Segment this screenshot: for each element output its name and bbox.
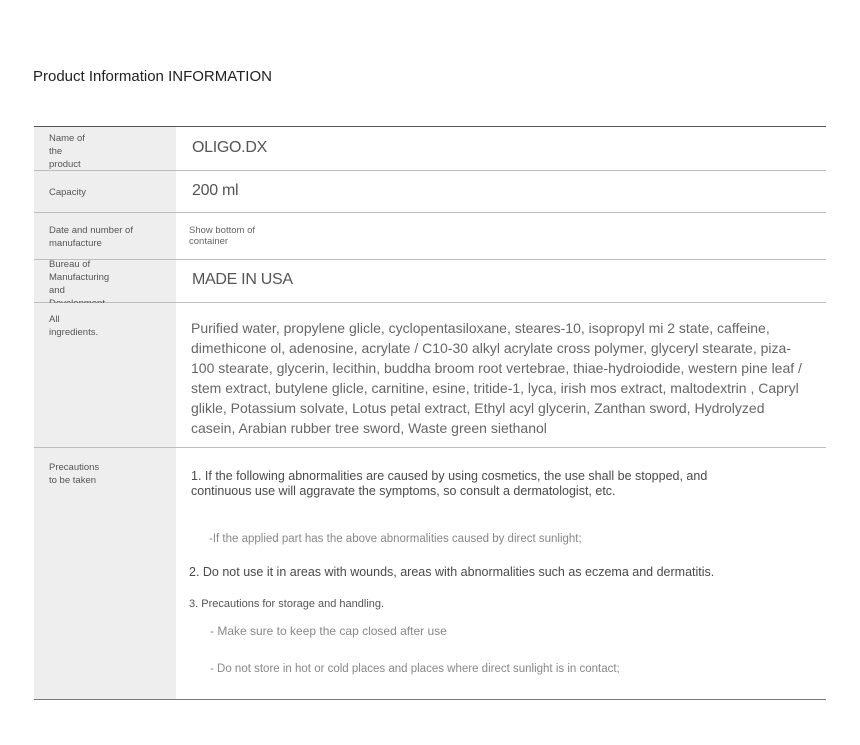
row-value [176,448,826,699]
precaution-item-2: 2. Do not use it in areas with wounds, areas with abnormalities such as eczema and dermatitis. [189,565,715,579]
precaution-item-3-sub-1: - Make sure to keep the cap closed after use [210,624,447,638]
row-label [34,127,176,170]
label-ingredients: All ingredients. [49,314,99,338]
precaution-item-1-sub: -If the applied part has the above abnormalities caused by direct sunlight; [209,533,582,545]
table-row-bureau [34,260,826,303]
row-value [176,171,826,212]
table-row-ingredients [34,303,826,448]
row-label [34,260,176,302]
label-date: Date and number of manufacture [49,225,133,249]
bureau-value: MADE IN USA [192,271,293,288]
row-label [34,303,176,447]
row-label [34,171,176,212]
row-label [34,448,176,699]
row-value [176,260,826,302]
product-name-value: OLIGO.DX [192,139,267,156]
table-row-capacity [34,171,826,213]
row-value [176,213,826,259]
table-row-precautions [34,448,826,699]
capacity-value: 200 ml [192,182,239,199]
row-value [176,127,826,170]
label-name: Name of the product [49,133,85,170]
row-label [34,213,176,259]
precaution-item-3-sub-2: - Do not store in hot or cold places and places where direct sunlight is in contact; [210,663,620,675]
date-value: Show bottom of container [189,225,256,247]
label-precautions: Precautions to be taken [49,462,100,486]
label-capacity: Capacity [49,187,86,198]
row-value [176,303,826,447]
product-info-table [34,126,826,700]
table-row-date [34,213,826,260]
ingredients-value: Purified water, propylene glicle, cyclopentasiloxane, steares-10, isopropyl mi 2 state, caffeine, dimethicone ol, adenosine, acrylate / C10-30 alkyl acrylate cross polymer, glyceryl stearate, piza-100 stearate, glycerin, lecithin, buddha broom root vertebrae, thiae-hydroiodide, western pine leaf / stem extract, butylene glicle, carnitine, esine, tritide-1, lyca, irish mos extract, maltodextrin , Capryl glikle, Potassium solvate, Lotus petal extract, Ethyl acyl glycerin, Zanthan sword, Hydrolyzed casein, Arabian rubber tree sword, Waste green siethanol [191,320,802,436]
label-bureau: Bureau of Manufacturing and [49,259,110,296]
precaution-item-3: 3. Precautions for storage and handling. [189,598,385,610]
table-row-name [34,127,826,171]
page-title: Product Information INFORMATION [33,68,272,85]
precaution-item-1: 1. If the following abnormalities are caused by using cosmetics, the use shall be stopped, and continuous use will aggravate the symptoms, so consult a dermatologist, etc. [191,469,708,498]
